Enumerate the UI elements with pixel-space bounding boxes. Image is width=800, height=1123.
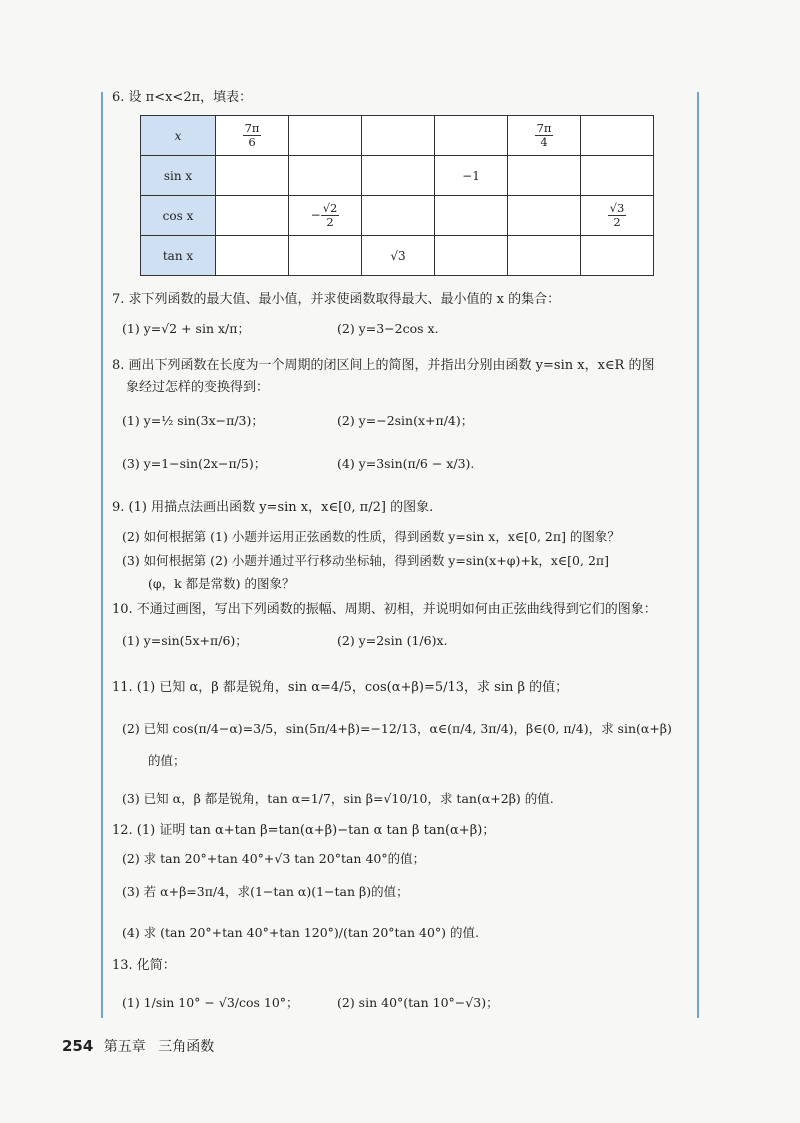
cell-x-1: $\frac{7\pi}{6}$ (216, 116, 289, 156)
cell-cos-3 (362, 196, 435, 236)
q7-item-2: (2) y=3−2cos x. (337, 321, 439, 336)
q12-item-4: (4) 求 (tan 20°+tan 40°+tan 120°)/(tan 20°tan 40°) 的值. (122, 925, 479, 940)
cell-sin-6 (581, 156, 654, 196)
q8-item-2: (2) y=−2sin(x+π/4)； (337, 413, 474, 428)
q11-item-2b: 的值； (148, 753, 186, 768)
q10-item-2: (2) y=2sin (1/6)x. (337, 633, 448, 648)
q13-item-2: (2) sin 40°(tan 10°−√3)； (337, 995, 499, 1010)
cell-tan-2 (289, 236, 362, 276)
q11-item-3: (3) 已知 α，β 都是锐角，tan α=1/7，sin β=√10/10，求 tan(α+2β) 的值. (122, 791, 554, 806)
row-header-sin: sin x (141, 156, 216, 196)
row-header-tan: tan x (141, 236, 216, 276)
q13-item-1: (1) 1/sin 10° − √3/cos 10°； (122, 995, 299, 1010)
cell-x-4 (435, 116, 508, 156)
cell-x-6 (581, 116, 654, 156)
q9-item-1: 9. (1) 用描点法画出函数 y=sin x，x∈[0, π/2] 的图象. (112, 500, 434, 515)
row-header-x: x (141, 116, 216, 156)
q8-title-line-1: 8. 画出下列函数在长度为一个周期的闭区间上的简图，并指出分别由函数 y=sin x，x∈R 的图 (112, 358, 655, 373)
q11-item-1: 11. (1) 已知 α，β 都是锐角，sin α=4/5，cos(α+β)=5/13，求 sin β 的值； (112, 680, 569, 695)
chapter-label: 第五章 (103, 1039, 146, 1055)
q6-fill-table (140, 115, 654, 276)
cell-cos-5 (508, 196, 581, 236)
q12-item-1: 12. (1) 证明 tan α+tan β=tan(α+β)−tan α tan β tan(α+β)； (112, 823, 496, 838)
table-row-x (141, 116, 654, 156)
page-footer (62, 1036, 222, 1056)
q12-item-2: (2) 求 tan 20°+tan 40°+√3 tan 20°tan 40°的值； (122, 851, 426, 866)
q10-title: 10. 不通过画图，写出下列函数的振幅、周期、初相，并说明如何由正弦曲线得到它们的图象： (112, 602, 657, 617)
cell-cos-1 (216, 196, 289, 236)
table-row-tan (141, 236, 654, 276)
chapter-title: 三角函数 (158, 1039, 215, 1055)
q8-item-4: (4) y=3sin(π/6 − x/3). (337, 456, 475, 471)
q13-title: 13. 化简： (112, 958, 176, 973)
q8-item-1: (1) y=½ sin(3x−π/3)； (122, 413, 264, 428)
cell-tan-4 (435, 236, 508, 276)
q6-title: 6. 设 π<x<2π，填表： (112, 90, 253, 105)
q9-item-3b: (φ，k 都是常数) 的图象？ (148, 576, 295, 591)
cell-cos-6: $\frac{√3}{2}$ (581, 196, 654, 236)
cell-x-2 (289, 116, 362, 156)
q12-item-3: (3) 若 α+β=3π/4，求(1−tan α)(1−tan β)的值； (122, 884, 409, 899)
cell-sin-5 (508, 156, 581, 196)
table-row-cos (141, 196, 654, 236)
q9-item-2: (2) 如何根据第 (1) 小题并运用正弦函数的性质，得到函数 y=sin x，x∈[0, 2π] 的图象？ (122, 529, 620, 544)
cell-tan-5 (508, 236, 581, 276)
page-number: 254 (62, 1037, 94, 1055)
q8-title-line-2: 象经过怎样的变换得到： (126, 380, 270, 395)
cell-tan-6 (581, 236, 654, 276)
row-header-cos: cos x (141, 196, 216, 236)
cell-sin-2 (289, 156, 362, 196)
q8-item-3: (3) y=1−sin(2x−π/5)； (122, 456, 267, 471)
cell-x-3 (362, 116, 435, 156)
cell-sin-3 (362, 156, 435, 196)
q7-title: 7. 求下列函数的最大值、最小值，并求使函数取得最大、最小值的 x 的集合： (112, 292, 561, 307)
q10-item-1: (1) y=sin(5x+π/6)； (122, 633, 248, 648)
cell-x-5: $\frac{7\pi}{4}$ (508, 116, 581, 156)
right-margin-rule (697, 92, 699, 1018)
q9-item-3a: (3) 如何根据第 (2) 小题并通过平行移动坐标轴，得到函数 y=sin(x+φ)+k，x∈[0, 2π] (122, 553, 610, 568)
cell-sin-4: −1 (435, 156, 508, 196)
q7-item-1: (1) y=√2 + sin x/π； (122, 321, 250, 336)
cell-tan-1 (216, 236, 289, 276)
cell-cos-2: − $\frac{√2}{2}$ (289, 196, 362, 236)
cell-cos-4 (435, 196, 508, 236)
cell-sin-1 (216, 156, 289, 196)
table-row-sin (141, 156, 654, 196)
q11-item-2: (2) 已知 cos(π/4−α)=3/5，sin(5π/4+β)=−12/13，α∈(π/4, 3π/4)，β∈(0, π/4)，求 sin(α+β) (122, 721, 672, 736)
left-margin-rule (101, 92, 103, 1018)
cell-tan-3: √3 (362, 236, 435, 276)
